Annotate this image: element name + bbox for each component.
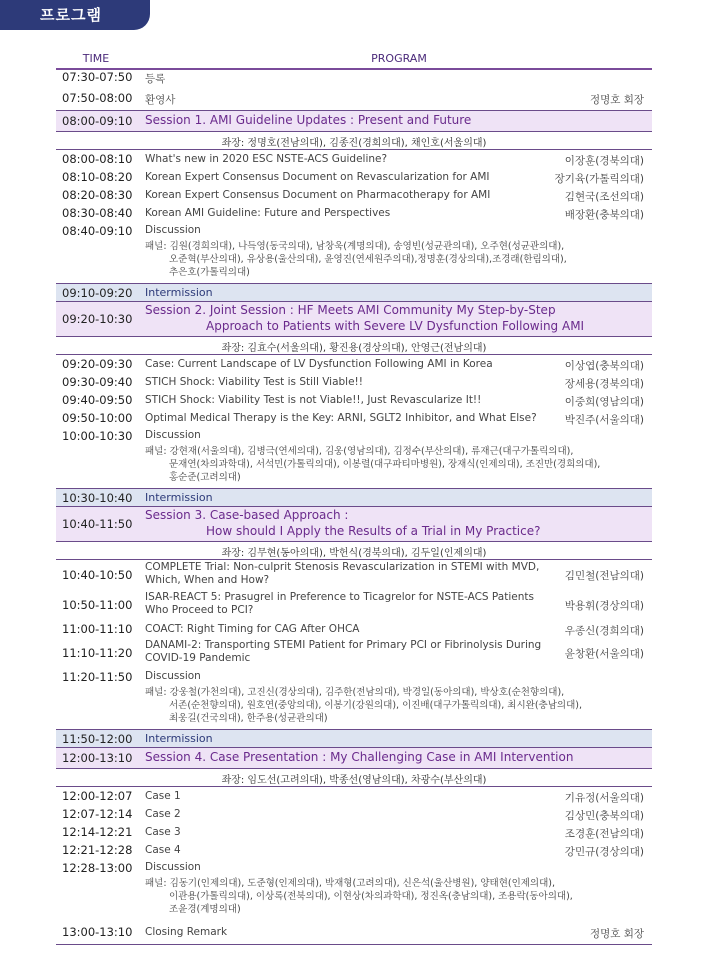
time-cell: 12:00-12:07 [62,789,133,803]
time-cell: 12:07-12:14 [62,807,133,821]
time-cell: 07:50-08:00 [62,91,133,105]
program-title: ISAR-REACT 5: Prasugrel in Preference to Ticagrelor for NSTE-ACS Patients [145,591,534,603]
program-row [56,86,652,111]
speaker: 윤창환(서울의대) [564,648,644,660]
panel-list [145,686,642,725]
program-row [56,823,652,841]
speaker: 박진주(서울의대) [564,413,644,426]
speaker: 김상민(충북의대) [564,809,644,822]
panel-line: 패널: 김원(경희의대), 나득영(동국의대), 남창욱(계명의대), 송영빈(성균관의대), 오주현(성균관의대), [145,241,565,252]
panel-list [145,240,642,279]
program-title: Optimal Medical Therapy is the Key: ARNI, SGLT2 Inhibitor, and What Else? [145,411,537,424]
time-cell: 11:10-11:20 [62,646,133,660]
time-cell: 09:30-09:40 [62,375,133,389]
intermission-label: Intermission [145,286,213,299]
intermission-row [56,284,652,302]
panel-line: 패널: 강웅철(가천의대), 고진신(경상의대), 김주한(전남의대), 박경일(동아의대), 박상호(순천향의대), [145,687,565,698]
panel-list [145,445,642,484]
program-title-line2: Which, When and How? [145,574,270,586]
time-cell: 08:40-09:10 [62,224,133,238]
intermission-label: Intermission [145,491,213,504]
time-cell: 08:00-08:10 [62,152,133,166]
program-title: COMPLETE Trial: Non-culprit Stenosis Revascularization in STEMI with MVD, [145,561,540,573]
discussion-label: Discussion [145,861,201,873]
speaker: 이상엽(충북의대) [564,359,644,372]
session-title: Session 3. Case-based Approach : [145,508,349,522]
intermission-label: Intermission [145,732,213,745]
time-cell: 09:50-10:00 [62,411,133,425]
chair-row [56,337,652,355]
chair-list: 좌장: 김효수(서울의대), 황진용(경상의대), 안영근(전남의대) [221,343,487,354]
program-row [56,186,652,204]
chair-list: 좌장: 정명호(전남의대), 김종진(경희의대), 채인호(서울의대) [221,138,487,149]
speaker: 정명호 회장 [589,927,644,940]
speaker: 이중희(영남의대) [564,395,644,408]
speaker: 박용휘(경상의대) [564,600,644,612]
intermission-row [56,489,652,507]
program-row [56,391,652,409]
time-cell: 10:40-10:50 [62,568,133,582]
chair-list: 좌장: 임도선(고려의대), 박종선(영남의대), 차광수(부산의대) [221,775,487,786]
panel-line: 최웅길(건국의대), 한주용(성균관의대) [169,713,328,724]
program-title: Closing Remark [145,925,228,938]
session-header-row [56,748,652,769]
discussion-label: Discussion [145,670,201,682]
time-cell: 07:30-07:50 [62,70,133,84]
program-title: COACT: Right Timing for CAG After OHCA [145,622,360,635]
session-header-row [56,302,652,337]
program-row [56,920,652,945]
time-cell: 08:00-09:10 [62,114,133,128]
chair-row [56,542,652,560]
program-column-header: PROGRAM [371,52,427,65]
program-row [56,805,652,823]
panel-line: 문재연(차의과학대), 서석민(가톨릭의대), 이봉렬(대구파티마병원), 장재식(인제의대), 조진만(경희의대), [169,459,601,470]
speaker: 기유정(서울의대) [564,791,644,804]
program-row [56,787,652,805]
panel-line: 홍순준(고려의대) [169,472,241,483]
discussion-row [56,859,652,920]
speaker: 조경훈(전남의대) [564,827,644,840]
program-row [56,841,652,859]
panel-list [145,877,642,916]
program-title: Korean AMI Guideline: Future and Perspectives [145,206,391,219]
time-cell: 12:21-12:28 [62,843,133,857]
program-row [56,355,652,373]
discussion-label: Discussion [145,224,201,236]
time-cell: 10:00-10:30 [62,429,133,443]
program-title: Korean Expert Consensus Document on Revascularization for AMI [145,170,490,183]
program-title: Case 4 [145,843,181,856]
time-cell: 08:30-08:40 [62,206,133,220]
program-row [56,409,652,427]
program-title: 환영사 [145,93,176,106]
session-title-line2: How should I Apply the Results of a Trial in My Practice? [206,524,541,538]
time-cell: 11:20-11:50 [62,670,133,684]
program-title: What's new in 2020 ESC NSTE-ACS Guideline? [145,152,388,165]
time-cell: 09:20-10:30 [62,312,133,326]
speaker: 장기육(가톨릭의대) [554,172,644,185]
program-title: Case 1 [145,789,181,802]
program-title: DANAMI-2: Transporting STEMI Patient for Primary PCI or Fibrinolysis During [145,639,542,651]
discussion-label: Discussion [145,429,201,441]
time-cell: 10:30-10:40 [62,491,133,505]
speaker: 강민규(경상의대) [564,845,644,858]
speaker: 이장훈(경북의대) [564,154,644,167]
program-title: STICH Shock: Viability Test is Still Viable!! [145,375,363,388]
time-column-header: TIME [82,52,110,65]
panel-line: 오준혁(부산의대), 유상용(울산의대), 윤영진(연세원주의대),정명훈(경상의대),조경래(한림의대), [169,254,567,265]
panel-line: 패널: 김동기(인제의대), 도준형(인제의대), 박재형(고려의대), 신은석(울산병원), 양태현(인제의대), [145,878,556,889]
speaker: 김현국(조선의대) [564,190,644,203]
time-cell: 12:14-12:21 [62,825,133,839]
program-row [56,68,652,86]
program-title: Case: Current Landscape of LV Dysfunction Following AMI in Korea [145,357,493,370]
time-cell: 10:40-11:50 [62,517,133,531]
speaker: 배장환(충북의대) [564,208,644,221]
program-row [56,204,652,222]
time-cell: 08:10-08:20 [62,170,133,184]
panel-line: 서존(순천향의대), 원호연(중앙의대), 이봉기(강원의대), 이진배(대구가톨릭의대), 최시완(충남의대), [169,700,582,711]
program-row [56,373,652,391]
session-title: Session 1. AMI Guideline Updates : Present and Future [145,113,472,127]
program-row [56,168,652,186]
time-cell: 09:40-09:50 [62,393,133,407]
program-title-line2: COVID-19 Pandemic [145,652,251,664]
time-cell: 12:00-13:10 [62,751,133,765]
time-cell: 09:20-09:30 [62,357,133,371]
chair-row [56,132,652,150]
session-title-line2: Approach to Patients with Severe LV Dysfunction Following AMI [206,319,585,333]
panel-line: 추은호(가톨릭의대) [169,267,250,278]
chair-row [56,769,652,787]
speaker: 장세용(경북의대) [564,377,644,390]
time-cell: 13:00-13:10 [62,925,133,939]
speaker: 김민철(전남의대) [564,570,644,582]
program-row [56,560,652,590]
time-cell: 11:00-11:10 [62,622,133,636]
time-cell: 08:20-08:30 [62,188,133,202]
program-title: Case 3 [145,825,181,838]
session-title: Session 2. Joint Session : HF Meets AMI Community My Step-by-Step [145,303,556,317]
program-title: Korean Expert Consensus Document on Pharmacotherapy for AMI [145,188,491,201]
panel-line: 패널: 강현재(서울의대), 김병극(연세의대), 김웅(영남의대), 김정수(부산의대), 류재근(대구가톨릭의대), [145,446,574,457]
panel-line: 조윤경(계명의대) [169,904,241,915]
discussion-row [56,427,652,489]
program-row [56,638,652,668]
speaker: 정명호 회장 [589,93,644,106]
program-table [56,68,652,945]
table-header [56,50,652,70]
program-row [56,150,652,168]
program-row [56,620,652,638]
time-cell: 10:50-11:00 [62,598,133,612]
session-header-row [56,111,652,132]
chair-list: 좌장: 김무현(동아의대), 박헌식(경북의대), 김두일(인제의대) [221,548,487,559]
discussion-row [56,222,652,284]
program-title-line2: Who Proceed to PCI? [145,604,254,616]
time-cell: 11:50-12:00 [62,732,133,746]
program-row [56,590,652,620]
program-title: STICH Shock: Viability Test is not Viable!!, Just Revascularize It!! [145,393,482,406]
program-title: 등록 [145,72,166,85]
program-title: Case 2 [145,807,181,820]
speaker: 우종신(경희의대) [564,624,644,637]
program-tab-label: 프로그램 [0,0,150,30]
intermission-row [56,730,652,748]
session-header-row [56,507,652,542]
time-cell: 12:28-13:00 [62,861,133,875]
discussion-row [56,668,652,730]
time-cell: 09:10-09:20 [62,286,133,300]
session-title: Session 4. Case Presentation : My Challenging Case in AMI Intervention [145,750,574,764]
panel-line: 이관용(가톨릭의대), 이상록(전북의대), 이현상(차의과학대), 정진옥(충남의대), 조용락(동아의대), [169,891,573,902]
